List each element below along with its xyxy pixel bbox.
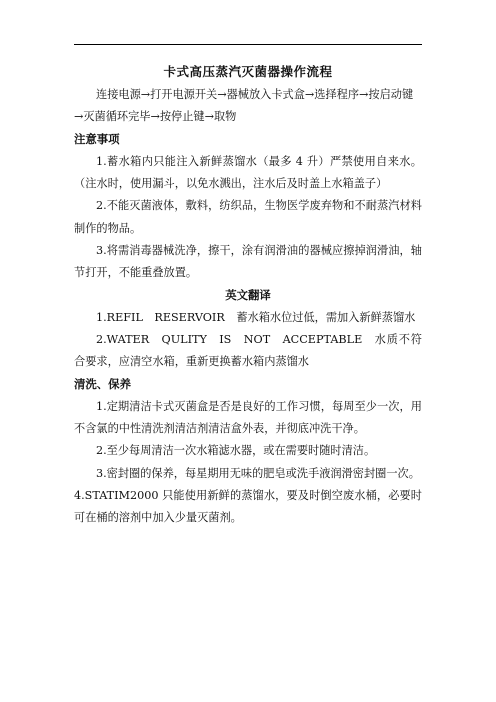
cleaning-item-2: 2.至少每周清洁一次水箱滤水器，或在需要时随时清洁。	[96, 444, 376, 458]
translation-item-1: 1.REFIL RESERVOIR 蓄水箱水位过低，需加入新鲜蒸馏水	[96, 310, 416, 324]
cleaning-item-1: 1.定期清洁卡式灭菌盒是否是良好的工作习惯，每周至少一次，用不含氯的中性清洗剂清洁剂清洁盒外表，并彻底冲洗干净。	[74, 400, 422, 436]
cleaning-heading: 清洗、保养	[74, 377, 131, 392]
document-body	[74, 60, 422, 529]
document-title: 卡式高压蒸汽灭菌器操作流程	[163, 64, 333, 79]
cleaning-item-4: 4.STATIM2000 只能使用新鲜的蒸馏水，要及时倒空废水桶，必要时可在桶的溶剂中加入少量灭菌剂。	[74, 488, 422, 525]
note-item-3: 3.将需消毒器械洗净，擦干，涂有润滑油的器械应擦掉润滑油，轴节打开，不能重叠放置。	[74, 243, 422, 280]
header-rule	[74, 44, 422, 45]
operation-flow: 连接电源→打开电源开关→器械放入卡式盒→选择程序→按启动键→灭菌循环完毕→按停止键→取物	[74, 88, 414, 124]
translation-heading: 英文翻译	[225, 288, 271, 303]
notes-heading: 注意事项	[74, 132, 120, 147]
translation-item-2: 2.WATER QULITY IS NOT ACCEPTABLE 水质不符合要求，应清空水箱，重新更换蓄水箱内蒸馏水	[74, 333, 422, 369]
note-item-1: 1.蓄水箱内只能注入新鲜蒸馏水（最多 4 升）严禁使用自来水。（注水时，使用漏斗，以免水溅出，注水后及时盖上水箱盖子）	[74, 155, 422, 191]
note-item-2: 2.不能灭菌液体，敷料，纺织品，生物医学废弃物和不耐蒸汽材料制作的物品。	[74, 199, 422, 235]
cleaning-item-3: 3.密封圈的保养，每星期用无味的肥皂或洗手液润滑密封圈一次。	[96, 466, 420, 480]
